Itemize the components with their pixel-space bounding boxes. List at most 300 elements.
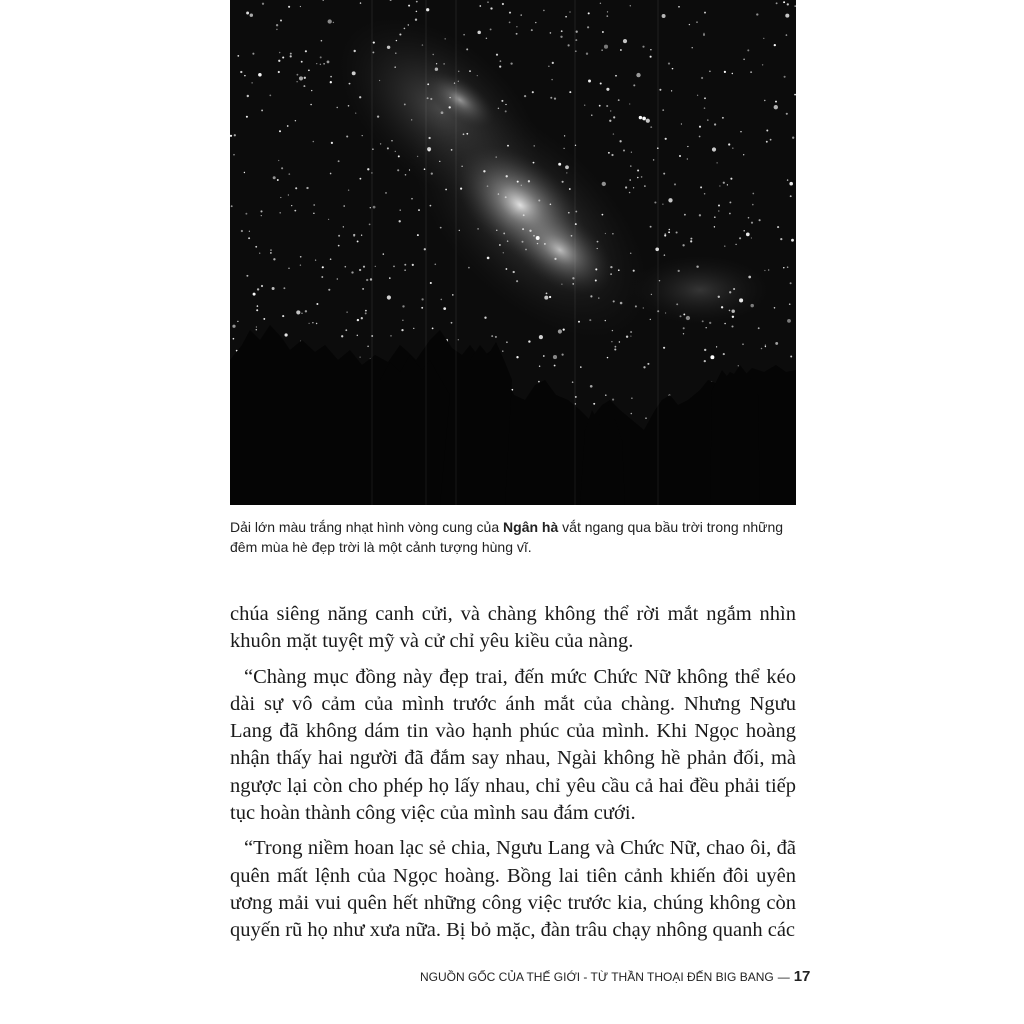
star xyxy=(458,81,459,82)
star xyxy=(232,325,235,328)
star xyxy=(430,282,432,284)
star xyxy=(390,335,391,336)
star xyxy=(330,81,332,83)
star xyxy=(597,241,599,243)
star xyxy=(469,70,471,72)
star xyxy=(703,33,704,34)
star xyxy=(639,116,642,119)
star xyxy=(391,140,392,141)
star xyxy=(732,73,733,74)
star xyxy=(505,110,507,112)
star xyxy=(233,338,235,340)
star xyxy=(681,123,682,124)
star xyxy=(463,133,465,135)
star xyxy=(498,193,499,194)
star xyxy=(645,418,646,419)
star xyxy=(246,275,248,277)
star xyxy=(764,100,765,101)
star xyxy=(362,135,363,136)
star xyxy=(689,24,690,25)
star xyxy=(234,134,236,136)
star xyxy=(615,346,617,348)
star xyxy=(682,244,684,246)
star xyxy=(269,94,271,96)
star xyxy=(729,291,731,293)
star xyxy=(705,327,706,328)
star xyxy=(532,91,534,93)
star xyxy=(537,243,538,244)
star xyxy=(509,12,511,14)
star xyxy=(784,76,786,78)
page-number: 17 xyxy=(793,968,811,985)
star xyxy=(330,76,332,78)
star xyxy=(747,49,749,51)
star xyxy=(278,60,280,62)
star xyxy=(613,133,614,134)
star xyxy=(699,126,701,128)
star xyxy=(765,346,766,347)
star xyxy=(690,238,692,240)
star xyxy=(680,315,682,317)
star xyxy=(644,185,645,186)
star xyxy=(794,94,796,96)
star xyxy=(362,288,364,290)
star xyxy=(444,38,445,39)
star xyxy=(354,50,356,52)
star xyxy=(357,240,359,242)
star xyxy=(605,394,606,395)
star xyxy=(301,61,303,63)
star xyxy=(256,329,257,330)
star xyxy=(404,264,406,266)
star xyxy=(586,53,588,55)
star xyxy=(562,354,564,356)
star xyxy=(776,2,778,4)
star xyxy=(538,199,540,201)
star xyxy=(626,336,628,338)
star xyxy=(277,179,279,181)
star xyxy=(501,100,503,102)
star xyxy=(279,130,281,132)
star xyxy=(716,346,717,347)
star xyxy=(619,341,620,342)
star xyxy=(503,232,505,234)
star xyxy=(328,19,332,23)
star xyxy=(528,180,530,182)
star xyxy=(727,184,728,185)
star xyxy=(538,381,540,383)
star xyxy=(417,234,419,236)
star xyxy=(400,209,401,210)
star xyxy=(375,266,376,267)
night-sky-image xyxy=(230,0,796,505)
star xyxy=(539,335,543,339)
star xyxy=(397,169,399,171)
star xyxy=(399,220,401,222)
star xyxy=(487,1,489,3)
star xyxy=(571,235,573,237)
star xyxy=(678,270,680,272)
star xyxy=(750,304,753,307)
star xyxy=(316,303,318,305)
star xyxy=(534,145,535,146)
star xyxy=(650,56,652,58)
star xyxy=(477,31,481,35)
star xyxy=(610,110,611,111)
star xyxy=(288,194,289,195)
star xyxy=(270,252,272,254)
star xyxy=(278,160,279,161)
star xyxy=(445,189,447,191)
star xyxy=(506,175,508,177)
star xyxy=(597,248,598,249)
star xyxy=(401,329,403,331)
star xyxy=(664,235,666,237)
star xyxy=(500,60,502,62)
star xyxy=(247,95,249,97)
star xyxy=(443,63,445,65)
star xyxy=(733,288,735,290)
star xyxy=(780,238,782,240)
star xyxy=(576,31,578,33)
star xyxy=(642,117,646,121)
star xyxy=(505,104,506,105)
star xyxy=(506,341,508,343)
star xyxy=(477,228,479,230)
star xyxy=(385,192,387,194)
star xyxy=(584,105,585,106)
star xyxy=(783,267,784,268)
star xyxy=(255,246,257,248)
star xyxy=(337,107,338,108)
star xyxy=(786,113,788,115)
star xyxy=(333,22,334,23)
star xyxy=(620,49,622,51)
star xyxy=(244,172,245,173)
star xyxy=(528,340,530,342)
star xyxy=(296,81,297,82)
star xyxy=(612,330,613,331)
star xyxy=(543,10,545,12)
star xyxy=(674,183,676,185)
star xyxy=(683,327,685,329)
star xyxy=(496,230,497,231)
star xyxy=(787,179,788,180)
star xyxy=(273,258,275,260)
star xyxy=(563,148,564,149)
star xyxy=(703,34,705,36)
star xyxy=(383,253,384,254)
star xyxy=(641,176,643,178)
star xyxy=(435,68,438,71)
star xyxy=(650,319,651,320)
star xyxy=(451,322,453,324)
star xyxy=(231,205,233,207)
star xyxy=(643,366,645,368)
star xyxy=(484,317,486,319)
star xyxy=(396,40,397,41)
star xyxy=(338,160,340,162)
star xyxy=(246,12,249,15)
star xyxy=(630,331,632,333)
star xyxy=(516,356,518,358)
star xyxy=(270,249,271,250)
star xyxy=(466,133,468,135)
star xyxy=(395,151,396,152)
star xyxy=(436,63,437,64)
star xyxy=(662,109,664,111)
star xyxy=(558,163,561,166)
star xyxy=(759,219,761,221)
star xyxy=(704,12,706,14)
star xyxy=(554,258,556,260)
star xyxy=(544,296,548,300)
star xyxy=(629,192,631,194)
paragraph-1: chúa siêng năng canh cửi, và chàng không thể rời mắt ngắm nhìn khuôn mặt tuyệt mỹ và cử chỉ yêu kiều của nàng. xyxy=(230,603,796,653)
running-title: NGUỒN GỐC CỦA THẾ GIỚI - TỪ THẦN THOẠI ĐẾN BIG BANG xyxy=(420,970,774,984)
star xyxy=(363,266,365,268)
star xyxy=(320,64,321,65)
star xyxy=(709,70,711,72)
paragraph-2: “Chàng mục đồng này đẹp trai, đến mức Chức Nữ không thể kéo dài sự vô cảm của mình trước ánh mắt của chàng. Nhưng Ngưu Lang đã không dám tin vào hạnh phúc của mình. Khi Ngọc hoàng nhận thấy hai người đã đắm say nhau, Ngài không hề phản đối, mà ngược lại còn cho phép họ lấy nhau, chỉ yêu cầu cả hai đều phải tiếp tục hoàn thành công việc của mình sau đám cưới. xyxy=(230,665,796,825)
star xyxy=(602,31,604,33)
star xyxy=(743,230,745,232)
star xyxy=(572,277,574,279)
star xyxy=(692,47,693,48)
star xyxy=(365,312,367,314)
star xyxy=(766,130,768,132)
star xyxy=(650,49,651,50)
star xyxy=(365,310,367,312)
star xyxy=(285,333,288,336)
star xyxy=(411,198,413,200)
star xyxy=(245,213,247,215)
star xyxy=(278,71,280,73)
star xyxy=(260,210,262,212)
star xyxy=(775,342,778,345)
star xyxy=(516,280,518,282)
star xyxy=(272,287,275,290)
star xyxy=(496,156,497,157)
star xyxy=(327,60,330,63)
star xyxy=(653,159,655,161)
star xyxy=(710,355,714,359)
star xyxy=(513,271,515,273)
star xyxy=(507,145,509,147)
star xyxy=(230,135,232,137)
star xyxy=(256,309,258,311)
star xyxy=(509,22,511,24)
star xyxy=(279,52,281,54)
star xyxy=(346,135,348,137)
star xyxy=(413,328,414,329)
star xyxy=(370,207,371,208)
star xyxy=(548,66,549,67)
star xyxy=(349,83,351,85)
star xyxy=(258,73,262,77)
star xyxy=(714,123,716,125)
star xyxy=(672,68,674,70)
star xyxy=(787,319,791,323)
star xyxy=(355,112,356,113)
star xyxy=(659,89,661,91)
star xyxy=(629,179,631,181)
star xyxy=(575,39,577,41)
star xyxy=(405,174,407,176)
star xyxy=(742,343,744,345)
star xyxy=(539,366,540,367)
star xyxy=(591,115,592,116)
star xyxy=(359,96,361,98)
star xyxy=(572,283,574,285)
star xyxy=(351,271,353,273)
star xyxy=(699,136,701,138)
star xyxy=(786,34,788,36)
star xyxy=(712,147,716,151)
star xyxy=(458,339,459,340)
star xyxy=(399,33,401,35)
star xyxy=(241,230,243,232)
star xyxy=(536,236,540,240)
star xyxy=(315,259,316,260)
star xyxy=(421,307,423,309)
star xyxy=(372,51,374,53)
star xyxy=(743,59,745,61)
star xyxy=(701,77,703,79)
star xyxy=(599,105,601,107)
star xyxy=(783,1,785,3)
star xyxy=(762,64,763,65)
star xyxy=(696,265,698,267)
star xyxy=(572,381,574,383)
star xyxy=(295,120,296,121)
star xyxy=(282,56,284,58)
star xyxy=(668,198,672,202)
star xyxy=(330,173,332,175)
star xyxy=(663,173,665,175)
star xyxy=(430,205,432,207)
star xyxy=(304,77,306,79)
star xyxy=(550,32,552,34)
star xyxy=(676,231,678,233)
star xyxy=(409,169,410,170)
star xyxy=(505,196,507,198)
star xyxy=(411,119,412,120)
star xyxy=(281,167,283,169)
star xyxy=(600,3,601,4)
star xyxy=(449,106,451,108)
star xyxy=(606,105,608,107)
star xyxy=(367,168,369,170)
star xyxy=(723,182,725,184)
star xyxy=(683,333,684,334)
star xyxy=(416,1,418,3)
star xyxy=(765,344,766,345)
star xyxy=(529,230,531,232)
star xyxy=(507,240,509,242)
star xyxy=(404,28,406,30)
star xyxy=(601,49,602,50)
star xyxy=(662,14,666,18)
star xyxy=(704,349,706,351)
star xyxy=(678,6,680,8)
star xyxy=(483,170,485,172)
star xyxy=(735,244,736,245)
star xyxy=(699,214,701,216)
star xyxy=(605,320,606,321)
star xyxy=(506,268,508,270)
star xyxy=(714,226,715,227)
star xyxy=(551,79,552,80)
star xyxy=(439,161,440,162)
star xyxy=(642,46,644,48)
star xyxy=(590,295,592,297)
star xyxy=(458,71,459,72)
star xyxy=(630,335,631,336)
star xyxy=(643,307,644,308)
star xyxy=(312,322,313,323)
star xyxy=(785,14,789,18)
star xyxy=(322,266,324,268)
star xyxy=(724,245,725,246)
star xyxy=(263,318,265,320)
star xyxy=(427,83,429,85)
star xyxy=(588,12,590,14)
star xyxy=(249,231,250,232)
star xyxy=(502,350,503,351)
star xyxy=(287,125,289,127)
star xyxy=(306,187,308,189)
star xyxy=(477,75,478,76)
star xyxy=(718,296,720,298)
star xyxy=(723,353,725,355)
star xyxy=(490,28,492,30)
star xyxy=(651,294,652,295)
star xyxy=(395,52,396,53)
star xyxy=(730,178,732,180)
star xyxy=(552,62,554,64)
star xyxy=(424,168,426,170)
star xyxy=(738,365,739,366)
star xyxy=(636,73,640,77)
star xyxy=(279,212,281,214)
star xyxy=(288,6,290,8)
star xyxy=(565,16,567,18)
star xyxy=(523,214,525,216)
star xyxy=(418,209,420,211)
star xyxy=(746,233,750,237)
star xyxy=(716,162,717,163)
star xyxy=(337,278,338,279)
star xyxy=(665,312,666,313)
star xyxy=(535,22,536,23)
star xyxy=(533,162,535,164)
star xyxy=(756,13,758,15)
star xyxy=(578,321,580,323)
star xyxy=(431,172,433,174)
star xyxy=(366,279,368,281)
star xyxy=(338,245,340,247)
star xyxy=(618,269,620,271)
star xyxy=(454,82,455,83)
star xyxy=(398,155,400,157)
star xyxy=(629,103,630,104)
star xyxy=(728,143,730,145)
star xyxy=(468,267,470,269)
star xyxy=(379,80,380,81)
star xyxy=(422,44,423,45)
star xyxy=(252,53,254,55)
